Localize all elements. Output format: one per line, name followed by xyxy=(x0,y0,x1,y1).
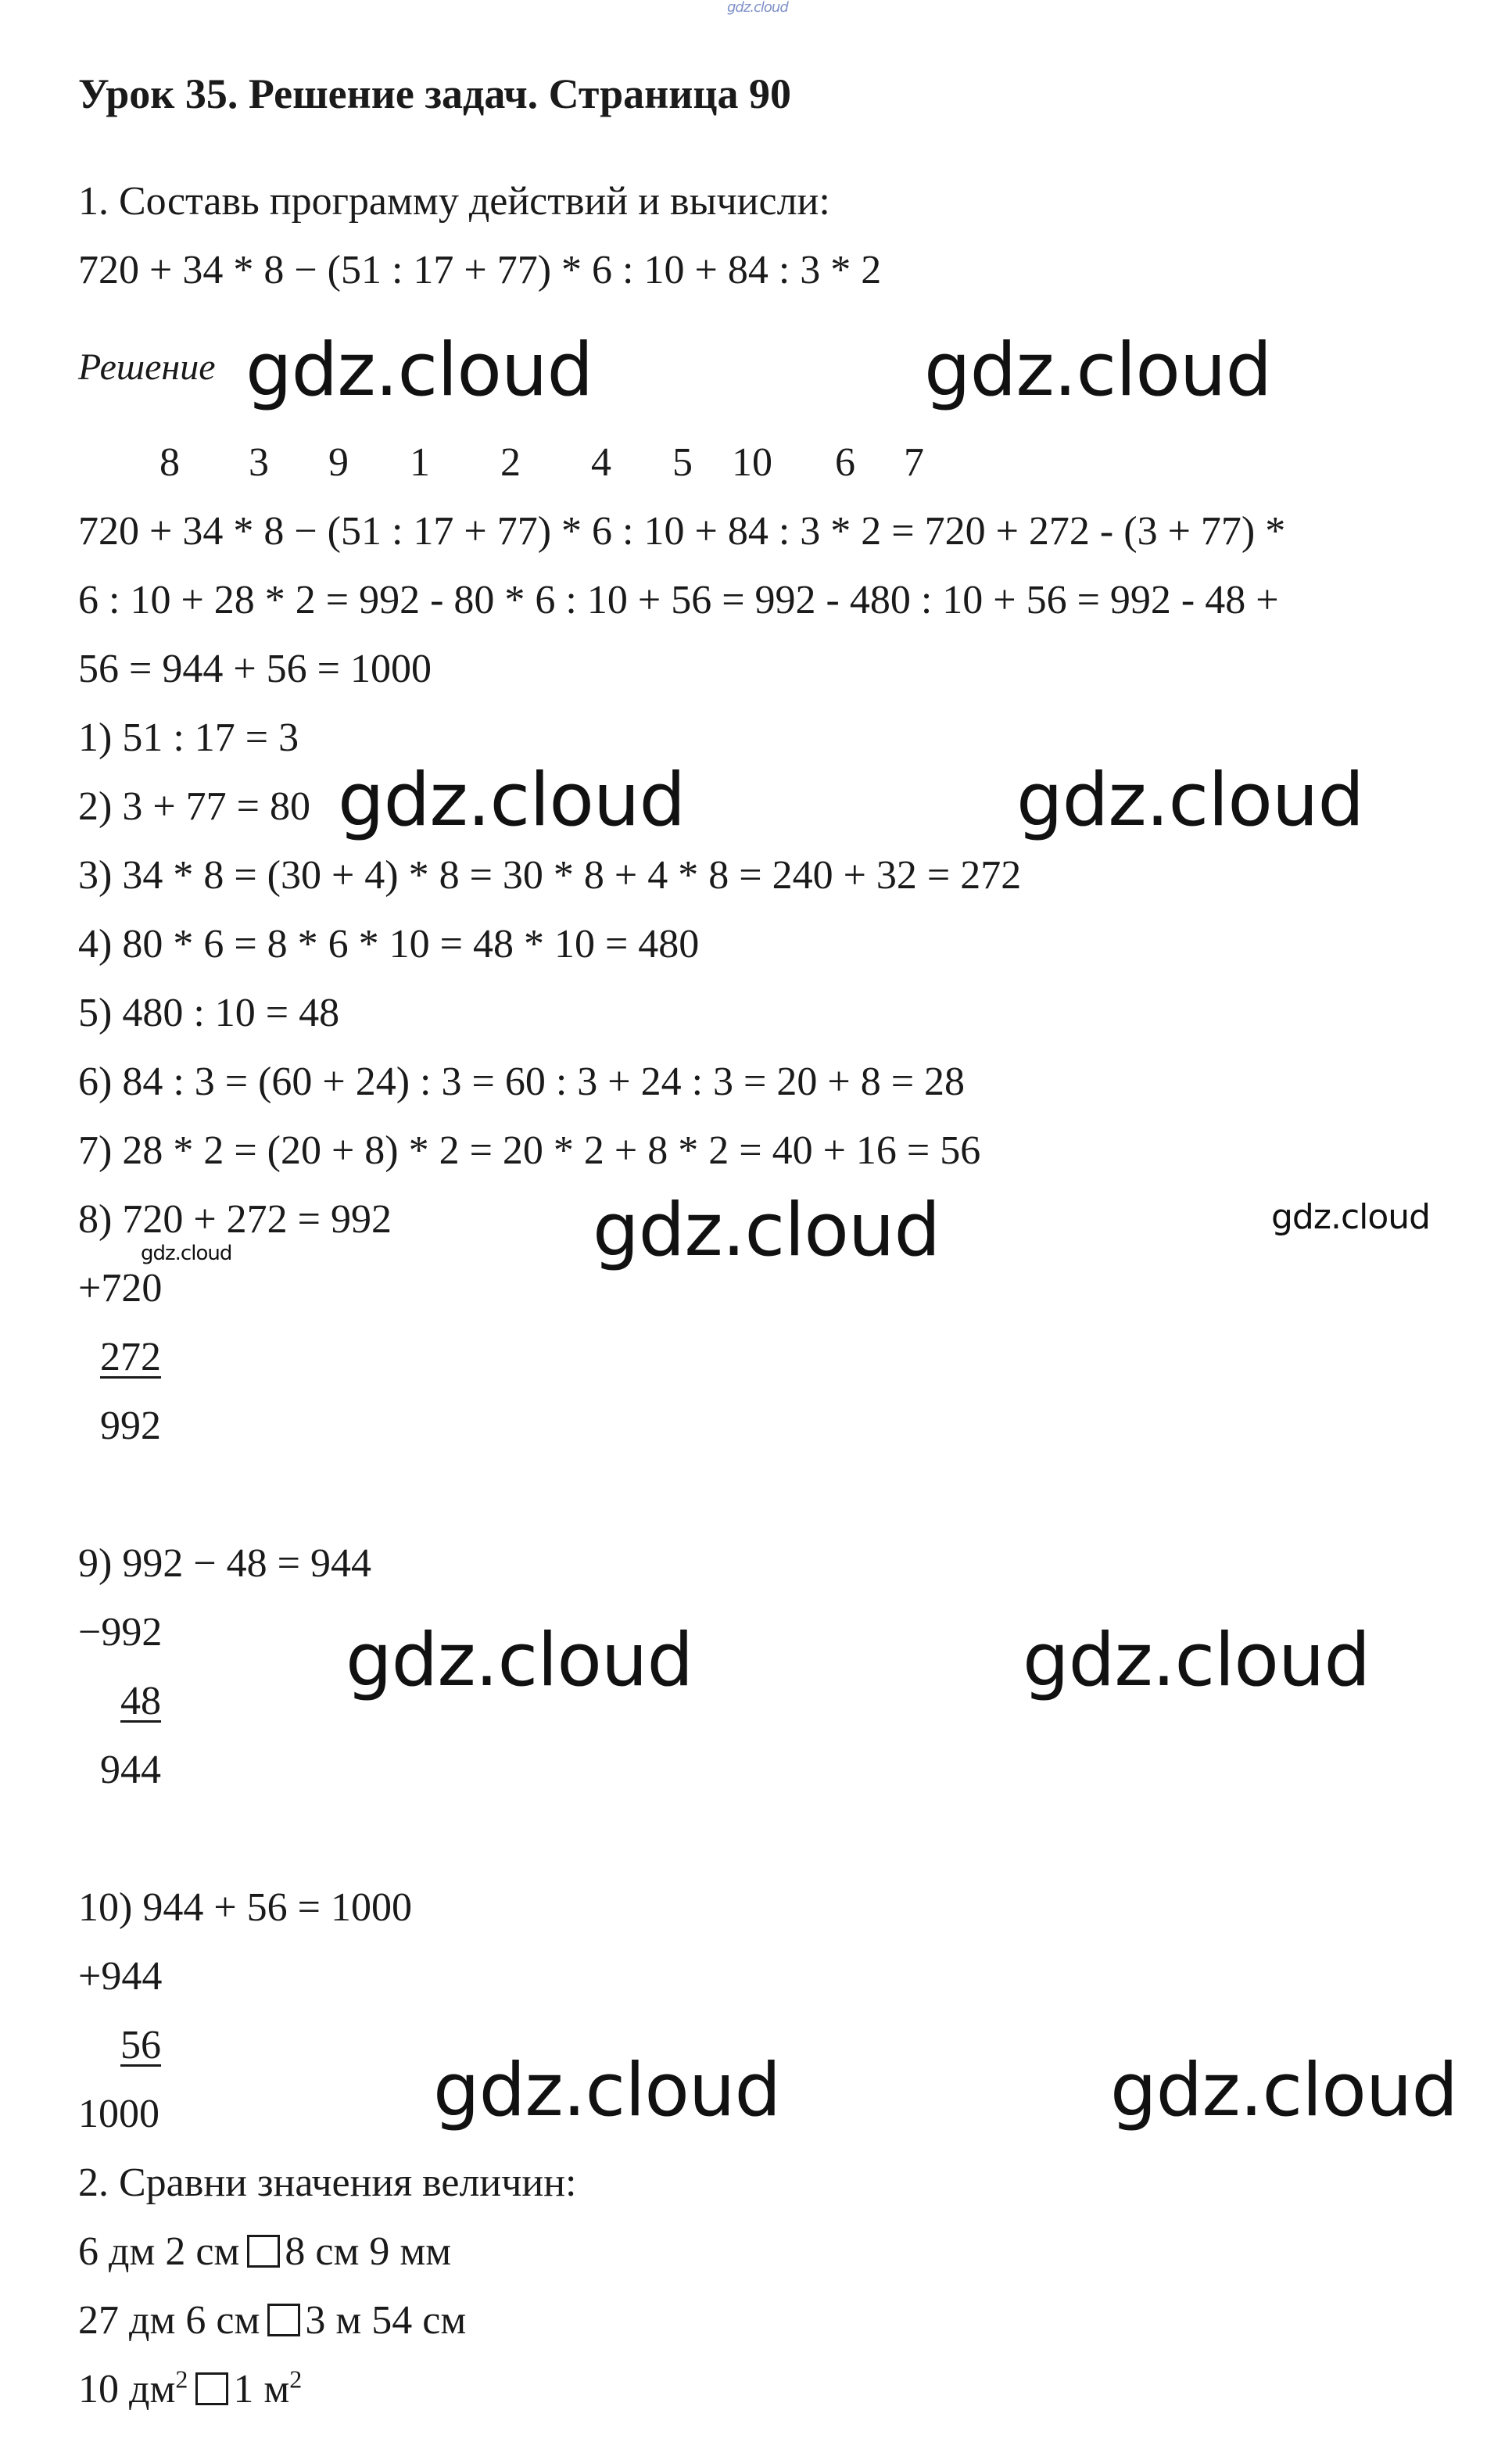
compare-left: 6 дм 2 см xyxy=(78,2229,240,2274)
column9-operand-b: 48 xyxy=(120,1679,161,1723)
solution-label: Решение xyxy=(78,346,216,388)
task2-prompt: 2. Сравни значения величин: xyxy=(78,2161,577,2205)
compare-row xyxy=(78,2229,451,2275)
order-number: 8 xyxy=(159,440,180,485)
compare-left: 10 дм xyxy=(78,2367,176,2412)
watermark: gdz.cloud xyxy=(245,328,593,413)
compare-right: 1 м xyxy=(233,2367,290,2412)
column9-operand-a: −992 xyxy=(78,1610,163,1655)
column10-underline-wrap xyxy=(91,2022,161,2069)
step-6: 6) 84 : 3 = (60 + 24) : 3 = 60 : 3 + 24 : 3 = 20 + 8 = 28 xyxy=(78,1060,966,1104)
compare-box[interactable] xyxy=(195,2372,228,2405)
order-number: 10 xyxy=(732,440,772,485)
compare-row xyxy=(78,2297,466,2344)
task1-prompt: 1. Составь программу действий и вычисли: xyxy=(78,179,830,224)
task1-expression: 720 + 34 * 8 − (51 : 17 + 77) * 6 : 10 + 84 : 3 * 2 xyxy=(78,248,882,292)
compare-left: 27 дм 6 см xyxy=(78,2298,260,2343)
column10-operand-b: 56 xyxy=(120,2023,161,2067)
watermark: gdz.cloud xyxy=(433,2048,781,2133)
full-solution-line: 6 : 10 + 28 * 2 = 992 - 80 * 6 : 10 + 56 = 992 - 480 : 10 + 56 = 992 - 48 + xyxy=(78,578,1279,622)
top-watermark: gdz.cloud xyxy=(727,0,788,16)
column8-operand-b: 272 xyxy=(100,1335,161,1379)
watermark-tiny: gdz.cloud xyxy=(141,1242,232,1265)
compare-left-sup: 2 xyxy=(175,2365,188,2394)
step-4: 4) 80 * 6 = 8 * 6 * 10 = 48 * 10 = 480 xyxy=(78,922,700,966)
full-solution-line: 56 = 944 + 56 = 1000 xyxy=(78,647,432,691)
compare-right: 3 м 54 см xyxy=(305,2298,467,2343)
watermark: gdz.cloud xyxy=(1023,1618,1370,1703)
step-1: 1) 51 : 17 = 3 xyxy=(78,715,299,760)
order-number: 7 xyxy=(904,440,924,485)
order-number: 3 xyxy=(249,440,269,485)
order-number: 1 xyxy=(410,440,430,485)
column10-operand-a: +944 xyxy=(78,1954,163,1999)
order-number: 2 xyxy=(500,440,521,485)
column8-result: 992 xyxy=(100,1404,161,1448)
step-3: 3) 34 * 8 = (30 + 4) * 8 = 30 * 8 + 4 * 8 = 240 + 32 = 272 xyxy=(78,853,1022,898)
watermark: gdz.cloud xyxy=(346,1618,693,1703)
order-number: 4 xyxy=(591,440,611,485)
full-solution-line: 720 + 34 * 8 − (51 : 17 + 77) * 6 : 10 + 84 : 3 * 2 = 720 + 272 - (3 + 77) * xyxy=(78,509,1286,554)
compare-box[interactable] xyxy=(247,2235,280,2268)
watermark-small: gdz.cloud xyxy=(1271,1197,1431,1237)
column8-operand-a: +720 xyxy=(78,1266,163,1311)
column9-result: 944 xyxy=(100,1748,161,1792)
watermark: gdz.cloud xyxy=(593,1188,941,1273)
step-10: 10) 944 + 56 = 1000 xyxy=(78,1885,412,1930)
compare-box[interactable] xyxy=(267,2304,300,2336)
watermark: gdz.cloud xyxy=(1110,2048,1458,2133)
step-2: 2) 3 + 77 = 80 xyxy=(78,784,310,829)
watermark: gdz.cloud xyxy=(1016,758,1364,843)
order-number: 9 xyxy=(328,440,349,485)
step-7: 7) 28 * 2 = (20 + 8) * 2 = 20 * 2 + 8 * 2 = 40 + 16 = 56 xyxy=(78,1128,981,1173)
column9-underline-wrap xyxy=(100,1678,161,1725)
compare-row xyxy=(78,2366,302,2413)
order-number: 5 xyxy=(672,440,693,485)
step-5: 5) 480 : 10 = 48 xyxy=(78,991,340,1035)
compare-right: 8 см 9 мм xyxy=(285,2229,452,2274)
page-title: Урок 35. Решение задач. Страница 90 xyxy=(78,70,791,117)
watermark: gdz.cloud xyxy=(924,328,1272,413)
step-9: 9) 992 − 48 = 944 xyxy=(78,1541,371,1586)
compare-right-sup: 2 xyxy=(289,2365,303,2394)
step-8: 8) 720 + 272 = 992 xyxy=(78,1197,392,1242)
watermark: gdz.cloud xyxy=(338,758,686,843)
order-number: 6 xyxy=(835,440,855,485)
column10-result: 1000 xyxy=(78,2092,159,2136)
